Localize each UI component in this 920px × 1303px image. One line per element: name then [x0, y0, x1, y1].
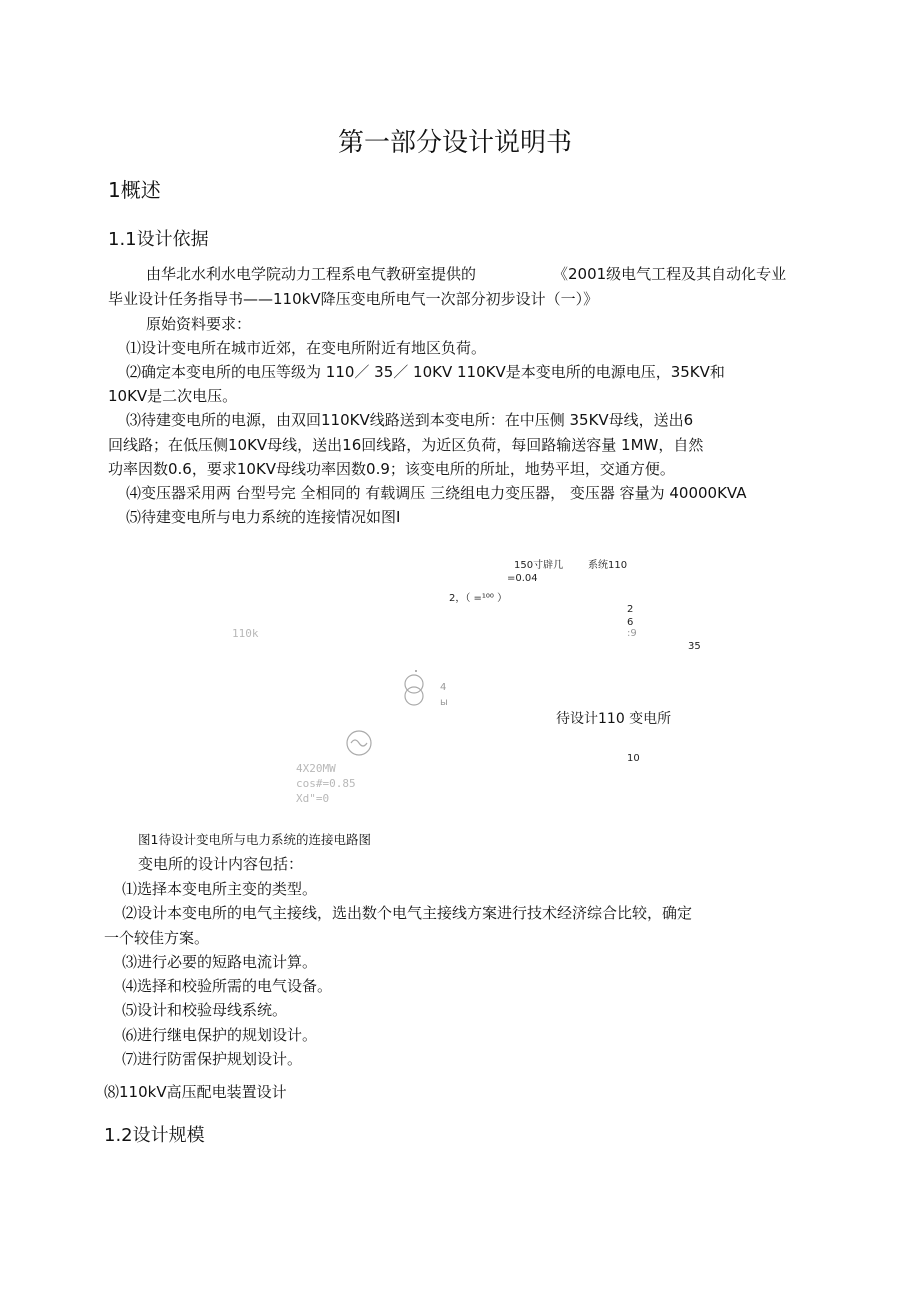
figure-label: 4 [440, 682, 447, 693]
paragraph-line: 由华北水利水电学院动力工程系电气教研室提供的 [146, 265, 477, 283]
generator-symbol [345, 729, 375, 759]
content-item: ⑷选择和校验所需的电气设备。 [122, 977, 333, 995]
section-heading-design-scale: 1.2设计规模 [104, 1125, 205, 1146]
content-item: ⑴选择本变电所主变的类型。 [122, 880, 318, 898]
content-item: ⑵设计本变电所的电气主接线，选出数个电气主接线方案进行技术经济综合比较，确定 [122, 904, 693, 922]
requirement-item: ⑸待建变电所与电力系统的连接情况如图I [126, 508, 401, 526]
requirement-item: ⑶待建变电所的电源，由双回110KV线路送到本变电所：在中压侧 35KV母线，送出6 [126, 411, 694, 429]
figure-label: 35 [688, 641, 701, 652]
requirement-item: ⑵确定本变电所的电压等级为 110／ 35／ 10KV 110KV是本变电所的电源电压，35KV和 [126, 363, 725, 381]
figure-generator-label: cos#=0.85 [296, 777, 356, 790]
figure-label: 2，（ =¹⁰⁰ ） [449, 593, 508, 604]
paragraph-line: 毕业设计任务指导书——110kV降压变电所电气一次部分初步设计（一）》 [108, 290, 599, 308]
figure-label: 150寸辟几 [514, 560, 564, 571]
page-title: 第一部分设计说明书 [338, 128, 573, 158]
requirement-item: 10KV是二次电压。 [108, 387, 238, 405]
figure-label: ы [440, 697, 448, 708]
section-heading-overview: 1概述 [108, 178, 161, 202]
content-item: ⑹进行继电保护的规划设计。 [122, 1026, 318, 1044]
requirement-item: ⑷变压器采用两 台型号完 全相同的 有载调压 三绕组电力变压器， 变压器 容量为 40000KVA [126, 484, 747, 502]
figure-label: 2 [627, 604, 634, 615]
figure-label: 系统110 [588, 560, 628, 571]
figure-station-label: 待设计110 变电所 [556, 711, 672, 727]
figure-label: :9 [627, 628, 637, 639]
content-item: 一个较佳方案。 [104, 929, 210, 947]
figure-label: =0.04 [507, 573, 538, 584]
figure-generator-label: Xd"=0 [296, 792, 330, 805]
requirement-item: ⑴设计变电所在城市近郊，在变电所附近有地区负荷。 [126, 339, 487, 357]
paragraph-line: 变电所的设计内容包括： [138, 855, 304, 873]
figure-label-faint: 110k [232, 627, 259, 640]
requirement-item: 回线路；在低压侧10KV母线，送出16回线路，为近区负荷，每回路输送容量 1MW，自然 [108, 436, 704, 454]
figure-generator-label: 4X20MW [296, 762, 336, 775]
transformer-symbol [402, 670, 436, 710]
paragraph-line: 原始资料要求： [146, 315, 252, 333]
content-item: ⑺进行防雷保护规划设计。 [122, 1050, 303, 1068]
figure-label: 6 [627, 617, 634, 628]
section-heading-design-basis: 1.1设计依据 [108, 229, 209, 250]
content-item: ⑸设计和校验母线系统。 [122, 1001, 288, 1019]
paragraph-line: 《2001级电气工程及其自动化专业 [553, 265, 787, 283]
content-item: ⑶进行必要的短路电流计算。 [122, 953, 318, 971]
figure-label: 10 [627, 753, 640, 764]
requirement-item: 功率因数0.6，要求10KV母线功率因数0.9；该变电所的所址，地势平坦，交通方便。 [108, 460, 675, 478]
content-item: ⑻110kV高压配电装置设计 [104, 1083, 287, 1101]
figure-caption: 图1待设计变电所与电力系统的连接电路图 [138, 832, 371, 847]
